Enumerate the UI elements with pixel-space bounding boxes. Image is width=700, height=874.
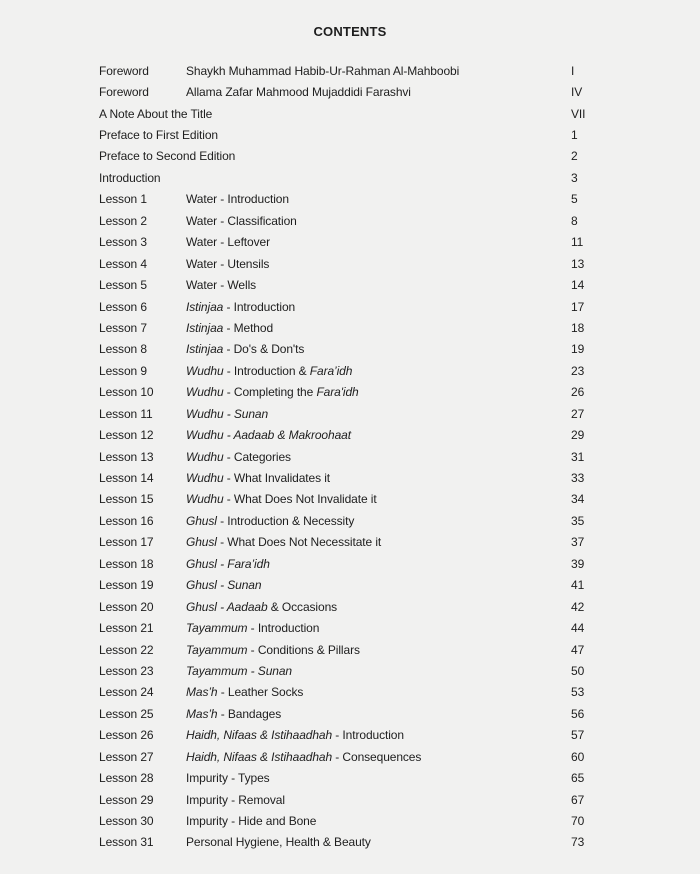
title-segment: Introduction	[99, 170, 161, 185]
title-segment: Water - Wells	[186, 278, 257, 293]
title-segment: Shaykh Muhammad Habib-Ur-Rahman Al-Mahboobi	[186, 63, 460, 78]
page-number: 31	[571, 449, 585, 464]
page-number: 47	[571, 642, 585, 657]
row-title	[99, 128, 700, 142]
title-segment-italic: Wudhu	[186, 492, 224, 507]
page-number: 73	[571, 835, 585, 850]
page-number: 33	[571, 471, 585, 486]
title-segment-italic: Mas’h	[186, 706, 218, 721]
toc-row	[99, 253, 700, 274]
row-title	[186, 578, 700, 592]
row-title	[186, 621, 700, 635]
row-title	[186, 85, 700, 99]
toc-row	[99, 167, 700, 188]
row-title	[186, 643, 700, 657]
row-label: Lesson 10	[99, 385, 154, 400]
row-label: Lesson 9	[99, 363, 147, 378]
row-label: Foreword	[99, 85, 149, 100]
title-segment: - What Invalidates it	[223, 471, 331, 486]
row-title	[99, 171, 700, 185]
toc-row	[99, 789, 700, 810]
row-title	[186, 300, 700, 314]
title-segment: - What Does Not Necessitate it	[216, 535, 382, 550]
page-number: I	[571, 63, 575, 78]
row-label: Lesson 4	[99, 256, 147, 271]
page-number: 57	[571, 728, 585, 743]
row-title	[186, 235, 700, 249]
row-title	[99, 149, 700, 163]
page-number: 1	[571, 128, 578, 143]
row-title	[186, 192, 700, 206]
title-segment-italic: Tayammum	[186, 621, 248, 636]
page-number: 65	[571, 771, 585, 786]
title-segment: - Introduction	[332, 728, 404, 743]
title-segment-italic: Tayammum - Sunan	[186, 663, 293, 678]
title-segment: Personal Hygiene, Health & Beauty	[186, 835, 371, 850]
page-number: 34	[571, 492, 585, 507]
row-label: Foreword	[99, 63, 149, 78]
title-segment: Water - Classification	[186, 213, 297, 228]
row-title	[186, 771, 700, 785]
row-label: Lesson 12	[99, 428, 154, 443]
title-segment-italic: Ghusl - Fara’idh	[186, 556, 270, 571]
toc-row	[99, 725, 700, 746]
row-title	[186, 450, 700, 464]
page-number: 44	[571, 621, 585, 636]
page-number: 56	[571, 706, 585, 721]
page-number: 18	[571, 320, 585, 335]
toc-row	[99, 210, 700, 231]
title-segment: - Method	[223, 320, 274, 335]
toc-row	[99, 81, 700, 102]
row-label: Lesson 28	[99, 771, 154, 786]
row-label: Lesson 29	[99, 792, 154, 807]
row-label: Lesson 21	[99, 621, 154, 636]
page-number: 2	[571, 149, 578, 164]
page-number: 17	[571, 299, 585, 314]
row-label: Lesson 8	[99, 342, 147, 357]
title-segment: Impurity - Types	[186, 771, 270, 786]
page-number: 8	[571, 213, 578, 228]
title-segment: Water - Leftover	[186, 235, 270, 250]
title-segment: Preface to Second Edition	[99, 149, 236, 164]
toc-row	[99, 660, 700, 681]
toc-row	[99, 124, 700, 145]
title-segment: - What Does Not Invalidate it	[223, 492, 377, 507]
page-number: 23	[571, 363, 585, 378]
row-title	[186, 835, 700, 849]
row-title	[99, 107, 700, 121]
page-number: 26	[571, 385, 585, 400]
toc-row	[99, 274, 700, 295]
toc-row	[99, 360, 700, 381]
row-title	[186, 257, 700, 271]
title-segment: Impurity - Removal	[186, 792, 285, 807]
title-segment-italic: Istinjaa	[186, 320, 224, 335]
title-segment-italic: Istinjaa	[186, 342, 224, 357]
title-segment-italic: Istinjaa	[186, 299, 224, 314]
page-number: 27	[571, 406, 585, 421]
row-title	[186, 707, 700, 721]
row-title	[186, 600, 700, 614]
row-label: Lesson 13	[99, 449, 154, 464]
title-segment-italic: Wudhu - Aadaab & Makroohaat	[186, 428, 351, 443]
row-title	[186, 750, 700, 764]
row-title	[186, 428, 700, 442]
title-segment-italic: Ghusl - Sunan	[186, 578, 262, 593]
toc-row	[99, 639, 700, 660]
row-label: Lesson 27	[99, 749, 154, 764]
toc-row	[99, 489, 700, 510]
title-segment: Water - Utensils	[186, 256, 270, 271]
row-title	[186, 664, 700, 678]
title-segment: - Do's & Don'ts	[223, 342, 305, 357]
row-label: Lesson 31	[99, 835, 154, 850]
toc-row	[99, 339, 700, 360]
title-segment-italic: Wudhu	[186, 385, 224, 400]
toc-row	[99, 703, 700, 724]
row-title	[186, 471, 700, 485]
toc-row	[99, 746, 700, 767]
page-number: 13	[571, 256, 585, 271]
title-segment: - Introduction	[223, 299, 296, 314]
title-segment-italic: Wudhu	[186, 449, 224, 464]
toc-row	[99, 596, 700, 617]
toc-row	[99, 60, 700, 81]
title-segment-italic: Mas’h	[186, 685, 218, 700]
toc-row	[99, 403, 700, 424]
title-segment: - Introduction	[247, 621, 320, 636]
page-number: 19	[571, 342, 585, 357]
row-title	[186, 535, 700, 549]
title-segment: - Introduction &	[223, 363, 310, 378]
title-segment: Water - Introduction	[186, 192, 289, 207]
row-title	[186, 278, 700, 292]
row-label: Lesson 14	[99, 471, 154, 486]
toc-row	[99, 467, 700, 488]
page-number: 37	[571, 535, 585, 550]
title-segment-italic: Ghusl	[186, 535, 217, 550]
row-title	[186, 514, 700, 528]
toc-row	[99, 553, 700, 574]
row-title	[186, 385, 700, 399]
title-segment-italic: Wudhu	[186, 363, 224, 378]
row-title	[186, 214, 700, 228]
row-title	[186, 407, 700, 421]
toc-row	[99, 317, 700, 338]
page-number: 35	[571, 513, 585, 528]
title-segment-italic: Fara'idh	[316, 385, 359, 400]
toc-row	[99, 532, 700, 553]
page-number: 41	[571, 578, 585, 593]
row-label: Lesson 3	[99, 235, 147, 250]
row-title	[186, 728, 700, 742]
toc-row	[99, 103, 700, 124]
title-segment: - Leather Socks	[217, 685, 304, 700]
row-title	[186, 557, 700, 571]
title-segment-italic: Wudhu	[186, 471, 224, 486]
title-segment: A Note About the Title	[99, 106, 213, 121]
row-label: Lesson 20	[99, 599, 154, 614]
toc-row	[99, 146, 700, 167]
title-segment: Allama Zafar Mahmood Mujaddidi Farashvi	[186, 85, 411, 100]
row-title	[186, 342, 700, 356]
row-label: Lesson 23	[99, 663, 154, 678]
row-label: Lesson 22	[99, 642, 154, 657]
toc-row	[99, 446, 700, 467]
title-segment: Impurity - Hide and Bone	[186, 814, 317, 829]
page-number: 14	[571, 278, 585, 293]
row-label: Lesson 5	[99, 278, 147, 293]
page-title: CONTENTS	[313, 24, 387, 39]
toc-row	[99, 682, 700, 703]
page-number: 39	[571, 556, 585, 571]
toc-row	[99, 617, 700, 638]
row-label: Lesson 1	[99, 192, 147, 207]
table-of-contents	[99, 60, 700, 853]
row-label: Lesson 16	[99, 513, 154, 528]
page-number: 60	[571, 749, 585, 764]
row-title	[186, 685, 700, 699]
toc-row	[99, 189, 700, 210]
row-label: Lesson 18	[99, 556, 154, 571]
toc-row	[99, 832, 700, 853]
title-segment-italic: Wudhu - Sunan	[186, 406, 269, 421]
row-label: Lesson 26	[99, 728, 154, 743]
row-label: Lesson 24	[99, 685, 154, 700]
row-label: Lesson 11	[99, 406, 153, 421]
row-title	[186, 321, 700, 335]
row-title	[186, 492, 700, 506]
toc-row	[99, 810, 700, 831]
title-segment-italic: Tayammum	[186, 642, 248, 657]
row-label: Lesson 6	[99, 299, 147, 314]
title-segment: & Occasions	[267, 599, 338, 614]
toc-row	[99, 296, 700, 317]
row-label: Lesson 19	[99, 578, 154, 593]
title-segment-italic: Fara’idh	[309, 363, 353, 378]
row-title	[186, 793, 700, 807]
row-title	[186, 364, 700, 378]
title-segment-italic: Ghusl	[186, 513, 217, 528]
title-segment: - Introduction & Necessity	[216, 513, 355, 528]
page-number: 67	[571, 792, 585, 807]
title-segment: - Conditions & Pillars	[247, 642, 360, 657]
title-segment: - Consequences	[332, 749, 422, 764]
title-segment: Preface to First Edition	[99, 128, 218, 143]
row-label: Lesson 2	[99, 213, 147, 228]
toc-row	[99, 424, 700, 445]
title-segment-italic: Haidh, Nifaas & Istihaadhah	[186, 749, 333, 764]
title-segment-italic: Haidh, Nifaas & Istihaadhah	[186, 728, 333, 743]
page-number: 3	[571, 170, 578, 185]
row-title	[186, 814, 700, 828]
page-number: IV	[571, 85, 583, 100]
title-segment: - Completing the	[223, 385, 317, 400]
title-segment-italic: Ghusl - Aadaab	[186, 599, 268, 614]
row-label: Lesson 15	[99, 492, 154, 507]
row-label: Lesson 7	[99, 320, 147, 335]
toc-row	[99, 575, 700, 596]
page-number: 11	[571, 235, 584, 250]
page-number: 50	[571, 663, 585, 678]
title-segment: - Bandages	[217, 706, 282, 721]
row-label: Lesson 30	[99, 814, 154, 829]
toc-row	[99, 767, 700, 788]
page-number: 53	[571, 685, 585, 700]
page-number: 70	[571, 814, 585, 829]
page-number: 29	[571, 428, 585, 443]
row-label: Lesson 17	[99, 535, 154, 550]
toc-row	[99, 232, 700, 253]
row-title	[186, 64, 700, 78]
toc-row	[99, 510, 700, 531]
row-label: Lesson 25	[99, 706, 154, 721]
title-segment: - Categories	[223, 449, 291, 464]
page-number: 42	[571, 599, 585, 614]
page-number: 5	[571, 192, 578, 207]
page-number: VII	[571, 106, 586, 121]
toc-row	[99, 382, 700, 403]
